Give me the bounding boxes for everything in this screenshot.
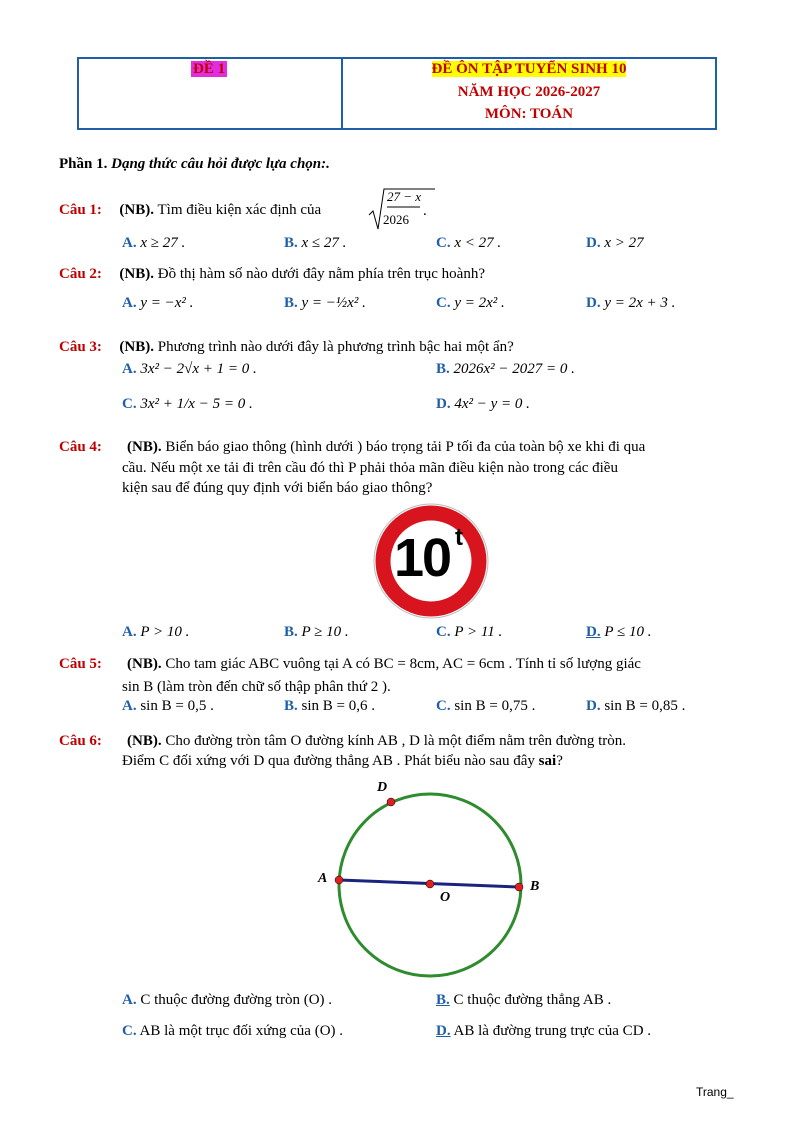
q1-sqrt-expression: 27 − x 2026 . bbox=[367, 187, 437, 238]
question-4-text-2: cầu. Nếu một xe tải đi trên cầu đó thì P phải thỏa mãn điều kiện nào trong các điều bbox=[122, 460, 618, 476]
q1-option-d[interactable]: D. x > 27 bbox=[586, 235, 644, 251]
question-4-text-1: (NB). Biển báo giao thông (hình dưới ) báo trọng tải P tối đa của toàn bộ xe khi đi qua bbox=[127, 439, 646, 455]
section-heading: Phần 1. Dạng thức câu hỏi được lựa chọn:. bbox=[59, 156, 330, 172]
question-3: Câu 3: (NB). Phương trình nào dưới đây là phương trình bậc hai một ẩn? bbox=[59, 339, 514, 355]
q3-option-a[interactable]: A. 3x² − 2√x + 1 = 0 . bbox=[122, 361, 257, 377]
q6-option-b[interactable]: B. C thuộc đường thẳng AB . bbox=[436, 992, 612, 1008]
page-footer: Trang_ bbox=[696, 1085, 734, 1099]
header-box bbox=[77, 57, 717, 130]
q6-option-a[interactable]: A. C thuộc đường đường tròn (O) . bbox=[122, 992, 333, 1008]
q6-option-d[interactable]: D. AB là đường trung trực của CD . bbox=[436, 1023, 652, 1039]
q1-option-a[interactable]: A. x ≥ 27 . bbox=[122, 235, 186, 251]
q4-option-d[interactable]: D. P ≤ 10 . bbox=[586, 624, 652, 640]
header-left-tag: ĐỀ 1 bbox=[193, 61, 226, 77]
q2-option-b[interactable]: B. y = −½x² . bbox=[284, 295, 366, 311]
q5-option-b[interactable]: B. sin B = 0,6 . bbox=[284, 698, 375, 714]
q3-option-c[interactable]: C. 3x² + 1/x − 5 = 0 . bbox=[122, 396, 253, 412]
question-4-number: Câu 4: bbox=[59, 439, 102, 455]
q3-option-d[interactable]: D. 4x² − y = 0 . bbox=[436, 396, 530, 412]
q5-option-d[interactable]: D. sin B = 0,85 . bbox=[586, 698, 686, 714]
question-5-text-2: sin B (làm tròn đến chữ số thập phân thứ 2 ). bbox=[122, 679, 391, 695]
q1-option-b[interactable]: B. x ≤ 27 . bbox=[284, 235, 347, 251]
label-b: B bbox=[530, 879, 540, 894]
q3-option-b[interactable]: B. 2026x² − 2027 = 0 . bbox=[436, 361, 575, 377]
sign-unit: t bbox=[455, 524, 463, 551]
question-1: Câu 1: (NB). Tìm điều kiện xác định của bbox=[59, 202, 322, 218]
q2-option-a[interactable]: A. y = −x² . bbox=[122, 295, 194, 311]
circle-figure bbox=[300, 775, 560, 995]
q1-option-c[interactable]: C. x < 27 . bbox=[436, 235, 502, 251]
sign-number: 10 bbox=[394, 528, 451, 588]
header-subject: MÔN: TOÁN bbox=[484, 106, 574, 122]
q6-option-c[interactable]: C. AB là một trục đối xứng của (O) . bbox=[122, 1023, 344, 1039]
question-6-text-2: Điểm C đối xứng với D qua đường thẳng AB . Phát biểu nào sau đây sai? bbox=[122, 753, 563, 769]
label-o: O bbox=[440, 890, 451, 905]
q5-option-c[interactable]: C. sin B = 0,75 . bbox=[436, 698, 536, 714]
question-6-text-1: (NB). Cho đường tròn tâm O đường kính AB , D là một điểm nằm trên đường tròn. bbox=[127, 733, 626, 749]
q4-option-b[interactable]: B. P ≥ 10 . bbox=[284, 624, 349, 640]
q4-option-a[interactable]: A. P > 10 . bbox=[122, 624, 190, 640]
question-6-number: Câu 6: bbox=[59, 733, 102, 749]
q2-option-d[interactable]: D. y = 2x + 3 . bbox=[586, 295, 676, 311]
question-2: Câu 2: (NB). Đồ thị hàm số nào dưới đây nằm phía trên trục hoành? bbox=[59, 266, 485, 282]
question-5-text-1: (NB). Cho tam giác ABC vuông tại A có BC = 8cm, AC = 6cm . Tính tỉ số lượng giác bbox=[127, 656, 641, 672]
weight-limit-sign bbox=[372, 502, 490, 620]
label-d: D bbox=[377, 780, 388, 795]
q4-option-c[interactable]: C. P > 11 . bbox=[436, 624, 503, 640]
question-5-number: Câu 5: bbox=[59, 656, 102, 672]
question-4-text-3: kiện sau để đúng quy định với biển báo giao thông? bbox=[122, 480, 433, 496]
q2-option-c[interactable]: C. y = 2x² . bbox=[436, 295, 505, 311]
label-a: A bbox=[318, 871, 328, 886]
circle-diagram-icon bbox=[300, 775, 560, 995]
header-title: ĐỀ ÔN TẬP TUYỂN SINH 10 bbox=[431, 61, 627, 77]
header-year: NĂM HỌC 2026-2027 bbox=[457, 84, 601, 100]
q5-option-a[interactable]: A. sin B = 0,5 . bbox=[122, 698, 214, 714]
